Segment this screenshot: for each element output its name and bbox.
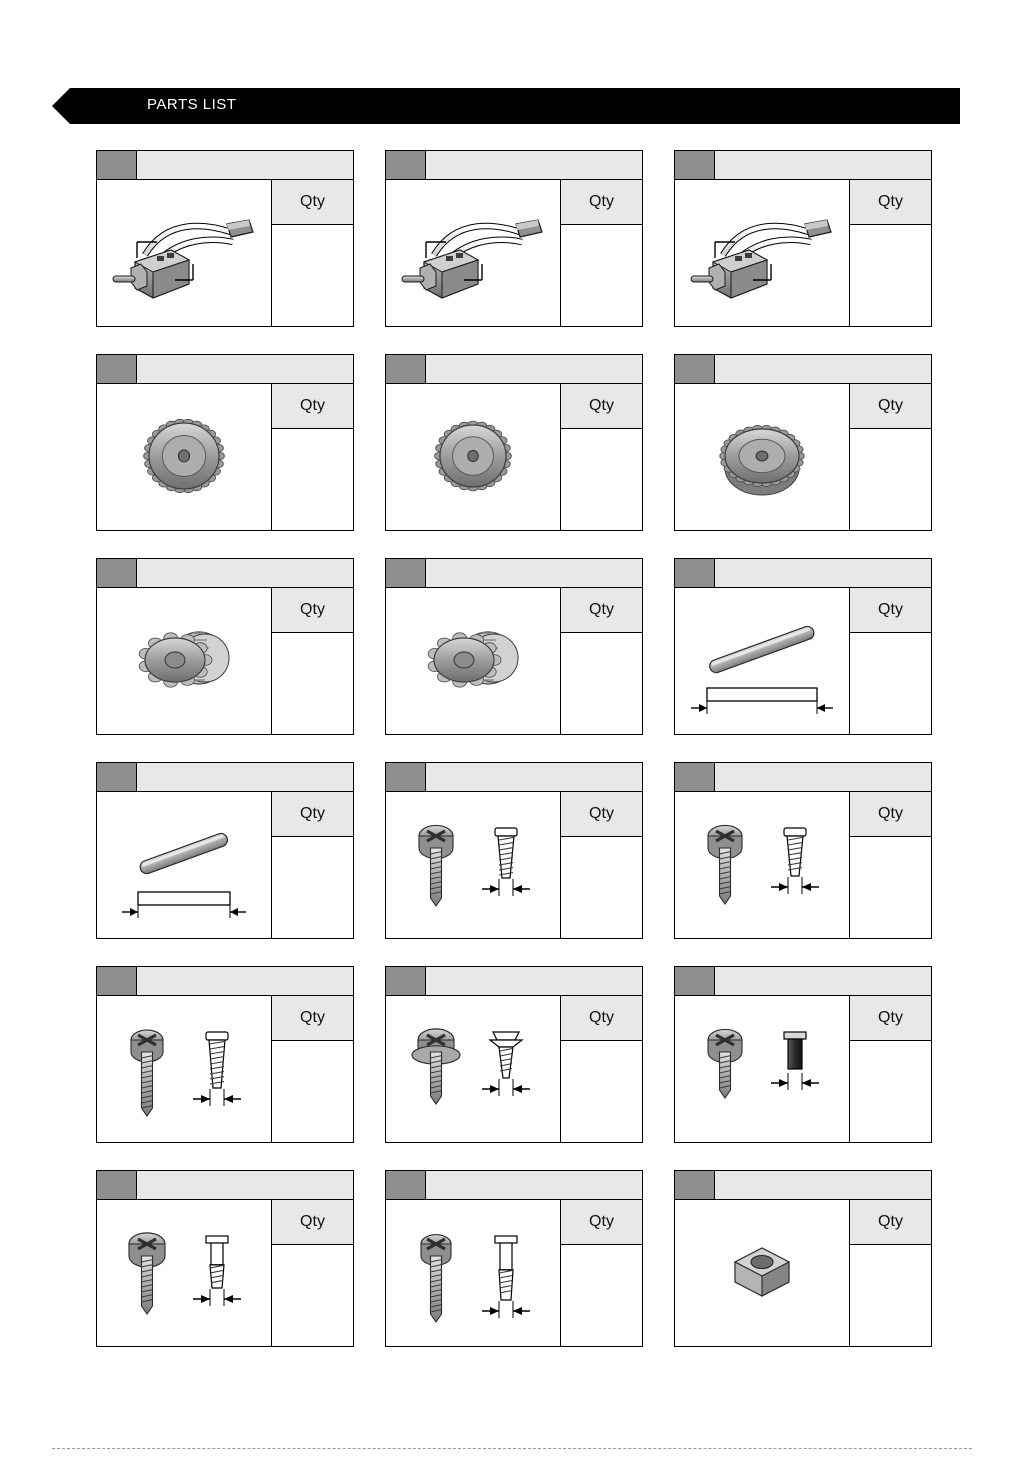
part-code [675, 355, 715, 383]
qty-label: Qty [850, 996, 931, 1041]
qty-value [850, 633, 931, 734]
part-card [96, 966, 354, 1143]
qty-value [272, 633, 353, 734]
part-card [385, 966, 643, 1143]
part-qty-column [850, 588, 931, 734]
pinion-gear-icon [386, 588, 561, 733]
part-card [674, 150, 932, 327]
part-qty-column [272, 384, 353, 530]
part-illustration [675, 180, 850, 326]
part-card-body [674, 180, 932, 327]
part-card-body [385, 792, 643, 939]
part-name [137, 763, 353, 791]
part-qty-column [272, 792, 353, 938]
part-illustration [386, 996, 561, 1142]
hex-nut-icon [675, 1200, 850, 1345]
part-card [385, 354, 643, 531]
spur-gear-icon [386, 384, 561, 529]
part-code [97, 967, 137, 995]
part-card [674, 354, 932, 531]
part-card-header [385, 1170, 643, 1200]
part-name [137, 559, 353, 587]
part-card-body [385, 588, 643, 735]
part-card-header [674, 1170, 932, 1200]
part-card-body [674, 1200, 932, 1347]
footer-divider [52, 1448, 972, 1449]
tapping-screw-icon [97, 996, 272, 1141]
part-qty-column [850, 1200, 931, 1346]
part-card-header [674, 150, 932, 180]
part-card-body [96, 996, 354, 1143]
dc-motor-with-leads-icon [97, 180, 272, 325]
part-card-body [674, 792, 932, 939]
part-name [426, 1171, 642, 1199]
page-header [52, 88, 960, 124]
part-card-body [96, 1200, 354, 1347]
part-name [426, 559, 642, 587]
machine-screw-icon [675, 996, 850, 1141]
part-code [386, 1171, 426, 1199]
qty-value [272, 1245, 353, 1346]
part-card-header [96, 150, 354, 180]
qty-label: Qty [272, 792, 353, 837]
part-card-body [674, 588, 932, 735]
part-illustration [386, 1200, 561, 1346]
part-card-body [96, 792, 354, 939]
qty-label: Qty [850, 1200, 931, 1245]
part-illustration [97, 792, 272, 938]
part-card-body [385, 180, 643, 327]
tapping-screw-icon [675, 792, 850, 937]
part-qty-column [561, 792, 642, 938]
flange-screw-icon [386, 996, 561, 1141]
qty-label: Qty [850, 588, 931, 633]
part-card-body [385, 1200, 643, 1347]
qty-label: Qty [561, 792, 642, 837]
part-illustration [675, 792, 850, 938]
part-card [96, 1170, 354, 1347]
part-card [385, 1170, 643, 1347]
part-card [385, 558, 643, 735]
part-code [675, 1171, 715, 1199]
page-title: PARTS LIST [147, 96, 237, 113]
part-qty-column [272, 180, 353, 326]
part-card-header [385, 150, 643, 180]
qty-value [561, 1245, 642, 1346]
part-card [96, 354, 354, 531]
shaft-icon [97, 792, 272, 937]
part-name [137, 151, 353, 179]
part-code [386, 355, 426, 383]
part-qty-column [850, 180, 931, 326]
part-card [674, 558, 932, 735]
qty-value [561, 429, 642, 530]
shaft-icon [675, 588, 850, 733]
qty-value [850, 225, 931, 326]
qty-label: Qty [850, 792, 931, 837]
part-card-header [385, 762, 643, 792]
part-name [137, 967, 353, 995]
part-card [674, 966, 932, 1143]
qty-label: Qty [561, 1200, 642, 1245]
part-illustration [675, 996, 850, 1142]
part-card-body [674, 384, 932, 531]
part-card-header [96, 354, 354, 384]
spur-gear-icon [97, 384, 272, 529]
part-illustration [386, 384, 561, 530]
qty-label: Qty [850, 384, 931, 429]
qty-value [561, 1041, 642, 1142]
part-card [96, 762, 354, 939]
qty-value [272, 429, 353, 530]
part-card [96, 150, 354, 327]
qty-label: Qty [561, 588, 642, 633]
parts-grid [96, 150, 932, 1347]
qty-label: Qty [850, 180, 931, 225]
part-card-header [385, 354, 643, 384]
part-name [137, 1171, 353, 1199]
part-card-header [96, 762, 354, 792]
qty-label: Qty [272, 588, 353, 633]
part-qty-column [561, 384, 642, 530]
tapping-screw-icon [386, 792, 561, 937]
qty-value [272, 225, 353, 326]
qty-value [850, 837, 931, 938]
part-card [674, 1170, 932, 1347]
part-code [97, 1171, 137, 1199]
part-name [426, 151, 642, 179]
part-qty-column [850, 792, 931, 938]
part-code [675, 967, 715, 995]
part-name [715, 967, 931, 995]
part-qty-column [272, 996, 353, 1142]
qty-label: Qty [561, 180, 642, 225]
pinion-gear-icon [97, 588, 272, 733]
part-name [715, 1171, 931, 1199]
qty-value [850, 1245, 931, 1346]
part-code [675, 559, 715, 587]
long-step-screw-icon [386, 1200, 561, 1345]
part-illustration [97, 384, 272, 530]
part-card [385, 762, 643, 939]
part-card-body [385, 996, 643, 1143]
part-illustration [386, 588, 561, 734]
part-qty-column [561, 180, 642, 326]
part-code [97, 559, 137, 587]
part-qty-column [561, 1200, 642, 1346]
part-name [715, 355, 931, 383]
part-name [137, 355, 353, 383]
spur-gear-icon [675, 384, 850, 529]
part-illustration [675, 1200, 850, 1346]
qty-label: Qty [272, 384, 353, 429]
part-card-header [385, 966, 643, 996]
part-card-body [674, 996, 932, 1143]
part-code [386, 967, 426, 995]
part-code [386, 763, 426, 791]
part-illustration [675, 384, 850, 530]
part-code [386, 559, 426, 587]
part-illustration [97, 996, 272, 1142]
part-code [97, 355, 137, 383]
qty-value [561, 837, 642, 938]
part-illustration [97, 1200, 272, 1346]
part-name [715, 151, 931, 179]
part-card-body [96, 588, 354, 735]
part-card-header [674, 966, 932, 996]
part-qty-column [561, 588, 642, 734]
qty-label: Qty [272, 996, 353, 1041]
qty-value [272, 837, 353, 938]
part-code [675, 763, 715, 791]
step-screw-icon [97, 1200, 272, 1345]
part-card-body [96, 384, 354, 531]
part-code [386, 151, 426, 179]
part-qty-column [272, 1200, 353, 1346]
dc-motor-with-leads-icon [386, 180, 561, 325]
part-illustration [386, 180, 561, 326]
dc-motor-with-leads-icon [675, 180, 850, 325]
qty-value [850, 429, 931, 530]
part-name [715, 763, 931, 791]
part-name [426, 355, 642, 383]
part-name [426, 763, 642, 791]
part-illustration [97, 588, 272, 734]
part-code [675, 151, 715, 179]
part-card-header [96, 1170, 354, 1200]
part-card-header [385, 558, 643, 588]
part-card-header [96, 966, 354, 996]
part-card [674, 762, 932, 939]
part-card [385, 150, 643, 327]
part-name [715, 559, 931, 587]
part-card-header [674, 354, 932, 384]
part-qty-column [850, 996, 931, 1142]
qty-label: Qty [561, 384, 642, 429]
part-card-body [385, 384, 643, 531]
part-card-body [96, 180, 354, 327]
part-card [96, 558, 354, 735]
part-code [97, 151, 137, 179]
part-name [426, 967, 642, 995]
part-illustration [386, 792, 561, 938]
qty-label: Qty [272, 1200, 353, 1245]
header-bar [109, 88, 960, 124]
part-illustration [675, 588, 850, 734]
part-qty-column [272, 588, 353, 734]
part-qty-column [561, 996, 642, 1142]
qty-value [561, 225, 642, 326]
qty-value [850, 1041, 931, 1142]
qty-label: Qty [272, 180, 353, 225]
part-card-header [674, 762, 932, 792]
part-card-header [674, 558, 932, 588]
qty-label: Qty [561, 996, 642, 1041]
part-code [97, 763, 137, 791]
part-illustration [97, 180, 272, 326]
part-qty-column [850, 384, 931, 530]
qty-value [561, 633, 642, 734]
qty-value [272, 1041, 353, 1142]
part-card-header [96, 558, 354, 588]
